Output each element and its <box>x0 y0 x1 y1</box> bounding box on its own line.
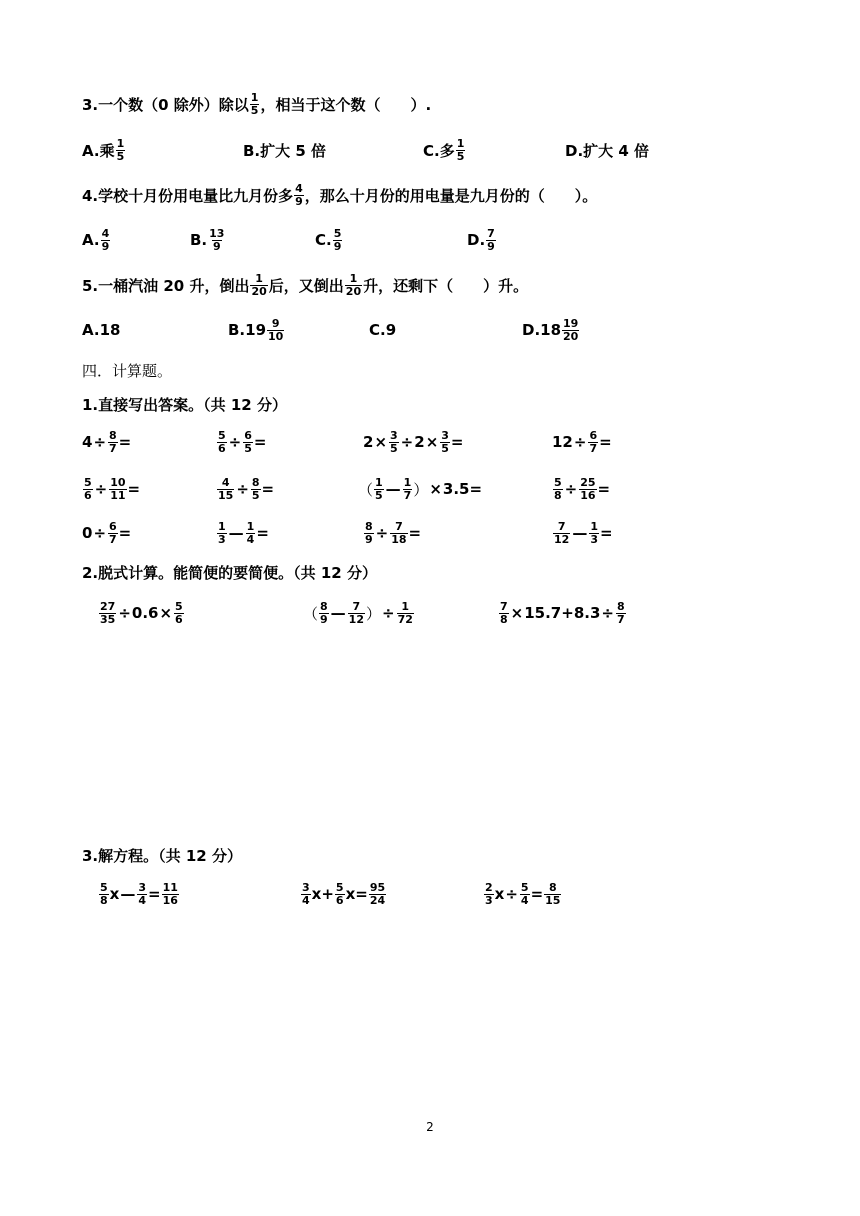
fraction <box>335 882 345 907</box>
operator: ÷ <box>573 433 587 451</box>
fraction <box>486 228 496 253</box>
fraction <box>484 882 494 907</box>
option-c <box>423 130 466 170</box>
number: 12 <box>552 433 573 451</box>
q4-pre: 4.学校十月份用电量比九月份多 <box>82 186 294 205</box>
operator: ÷ <box>375 524 389 542</box>
option-label: B.19 <box>228 321 267 339</box>
fraction <box>333 228 343 253</box>
denominator: 72 <box>397 612 413 626</box>
denominator: 35 <box>100 612 116 626</box>
calc-row <box>0 422 860 462</box>
denominator: 4 <box>246 532 255 546</box>
denominator: 8 <box>100 893 108 907</box>
operator: （ <box>303 604 319 623</box>
operator: = <box>127 480 141 498</box>
fraction <box>562 318 579 343</box>
numerator: 1 <box>250 90 259 104</box>
denominator: 7 <box>616 612 625 626</box>
option-label: C.9 <box>369 321 397 339</box>
numerator: 1 <box>590 519 598 533</box>
fraction <box>217 430 227 455</box>
numerator: 1 <box>403 475 412 489</box>
option-a <box>82 130 126 170</box>
fraction <box>116 138 126 163</box>
fraction <box>389 430 399 455</box>
fraction <box>553 521 570 546</box>
denominator: 20 <box>345 284 362 298</box>
variable: x <box>494 885 505 903</box>
fraction <box>108 521 118 546</box>
denominator: 5 <box>390 441 398 455</box>
operator: ÷ <box>228 433 242 451</box>
numerator: 27 <box>100 599 116 613</box>
denominator: 24 <box>369 893 386 907</box>
numerator: 1 <box>255 271 263 285</box>
denominator: 9 <box>295 194 303 208</box>
equation <box>300 874 387 914</box>
operator: = <box>597 480 611 498</box>
q3-post: ，相当于这个数（ ）. <box>260 95 432 114</box>
fraction <box>319 601 329 626</box>
calc-row <box>0 513 860 553</box>
option-label: A.乘 <box>82 141 115 160</box>
denominator: 20 <box>563 329 579 343</box>
denominator: 5 <box>250 103 259 117</box>
numerator: 8 <box>616 599 625 613</box>
calc-item <box>98 593 185 633</box>
denominator: 9 <box>101 239 110 253</box>
option-label: D. <box>467 231 486 249</box>
denominator: 7 <box>109 532 117 546</box>
denominator: 6 <box>335 893 344 907</box>
denominator: 4 <box>138 893 146 907</box>
equation <box>483 874 562 914</box>
calc-row <box>0 469 860 509</box>
number: 3.5 <box>442 480 470 498</box>
numerator: 25 <box>580 475 596 489</box>
option-d <box>522 310 580 350</box>
numerator: 10 <box>110 475 126 489</box>
fraction <box>520 882 530 907</box>
operator: ÷ <box>93 433 107 451</box>
numerator: 6 <box>109 519 117 533</box>
part-2-heading <box>0 552 860 592</box>
numerator: 3 <box>138 880 146 894</box>
option-label: D.扩大 4 倍 <box>565 141 650 160</box>
option-b <box>243 130 326 170</box>
denominator: 16 <box>162 893 178 907</box>
operator: + <box>321 885 334 903</box>
question-5 <box>0 265 860 305</box>
part-title: 1.直接写出答案。（共 12 分） <box>82 395 287 414</box>
number: 15.7 <box>524 604 562 622</box>
operator: ÷ <box>382 604 395 622</box>
question-3-options <box>0 130 860 170</box>
fraction <box>397 601 414 626</box>
question-3 <box>0 84 860 124</box>
question-4 <box>0 175 860 215</box>
numerator: 1 <box>349 271 358 285</box>
numerator: 7 <box>557 519 566 533</box>
fraction <box>267 318 284 343</box>
fraction <box>390 521 407 546</box>
numerator: 7 <box>352 599 361 613</box>
variable: x <box>311 885 322 903</box>
fraction <box>99 882 109 907</box>
equation-row <box>0 874 860 914</box>
calc-item <box>82 469 140 509</box>
operator: = <box>530 885 544 903</box>
operator: = <box>450 433 464 451</box>
option-label: C. <box>315 231 332 249</box>
option-b <box>228 310 285 350</box>
denominator: 15 <box>545 893 561 907</box>
denominator: 5 <box>244 441 252 455</box>
q4-post: ，那么十月份的用电量是九月份的（ ）。 <box>304 186 598 205</box>
operator: × <box>425 433 439 451</box>
numerator: 1 <box>456 136 465 150</box>
fraction <box>208 228 225 253</box>
option-label: A.18 <box>82 321 121 339</box>
numerator: 1 <box>218 519 226 533</box>
calc-item <box>82 422 131 462</box>
numerator: 3 <box>441 428 449 442</box>
fraction <box>137 882 147 907</box>
operator: × <box>374 433 388 451</box>
section-title: 四．计算题。 <box>82 361 173 380</box>
denominator: 15 <box>218 488 234 502</box>
numerator: 5 <box>554 475 562 489</box>
calc-item <box>498 593 627 633</box>
number: 0 <box>82 524 93 542</box>
calc-item <box>552 422 612 462</box>
denominator: 3 <box>590 532 598 546</box>
fraction <box>553 477 563 502</box>
numerator: 8 <box>365 519 373 533</box>
operator: — <box>330 604 346 622</box>
fraction <box>108 430 118 455</box>
option-a <box>82 220 111 260</box>
denominator: 18 <box>391 532 407 546</box>
numerator: 6 <box>589 428 598 442</box>
numerator: 5 <box>333 226 342 240</box>
option-b <box>190 220 226 260</box>
q5-pre: 5.一桶汽油 20 升，倒出 <box>82 276 250 295</box>
fraction <box>101 228 111 253</box>
numerator: 5 <box>100 880 108 894</box>
operator: — <box>572 524 588 542</box>
calc-item <box>552 513 613 553</box>
operator: ÷ <box>118 604 131 622</box>
option-label: B. <box>190 231 208 249</box>
calc-item <box>303 593 415 633</box>
fraction <box>364 521 374 546</box>
denominator: 6 <box>84 488 92 502</box>
denominator: 12 <box>554 532 570 546</box>
operator: ） <box>413 480 429 499</box>
denominator: 5 <box>441 441 449 455</box>
fraction <box>589 521 599 546</box>
variable: x <box>345 885 356 903</box>
denominator: 9 <box>333 239 342 253</box>
fraction <box>616 601 626 626</box>
calc-row <box>0 593 860 633</box>
operator: = <box>408 524 422 542</box>
denominator: 20 <box>251 284 267 298</box>
denominator: 5 <box>375 488 383 502</box>
numerator: 4 <box>101 226 110 240</box>
numerator: 8 <box>320 599 328 613</box>
option-a <box>82 310 120 350</box>
equation <box>98 874 180 914</box>
fraction <box>109 477 126 502</box>
operator: × <box>429 480 442 498</box>
numerator: 3 <box>302 880 310 894</box>
numerator: 7 <box>395 519 403 533</box>
denominator: 7 <box>109 441 117 455</box>
numerator: 1 <box>246 519 255 533</box>
denominator: 8 <box>500 612 508 626</box>
fraction <box>162 882 179 907</box>
denominator: 3 <box>218 532 226 546</box>
option-d <box>565 130 649 170</box>
fraction <box>544 882 561 907</box>
fraction <box>83 477 93 502</box>
calc-item <box>82 513 131 553</box>
operator: ÷ <box>400 433 414 451</box>
numerator: 5 <box>84 475 92 489</box>
denominator: 7 <box>589 441 598 455</box>
fraction <box>348 601 365 626</box>
denominator: 3 <box>485 893 493 907</box>
numerator: 13 <box>209 226 225 240</box>
denominator: 16 <box>580 488 596 502</box>
part-3-heading <box>0 835 860 875</box>
operator: ÷ <box>564 480 578 498</box>
operator: = <box>148 885 161 903</box>
option-c <box>315 220 343 260</box>
denominator: 4 <box>520 893 529 907</box>
number: +8.3 <box>561 604 601 622</box>
denominator: 9 <box>365 532 373 546</box>
question-5-options <box>0 310 860 350</box>
denominator: 4 <box>302 893 310 907</box>
numerator: 8 <box>109 428 117 442</box>
fraction <box>294 183 304 208</box>
fraction <box>440 430 450 455</box>
fraction <box>374 477 384 502</box>
calc-item <box>552 469 610 509</box>
numerator: 2 <box>485 880 493 894</box>
denominator: 5 <box>456 149 465 163</box>
fraction <box>243 430 253 455</box>
option-label: B.扩大 5 倍 <box>243 141 327 160</box>
numerator: 7 <box>487 226 495 240</box>
operator: — <box>385 480 401 498</box>
calc-item <box>216 422 266 462</box>
fraction <box>369 882 386 907</box>
numerator: 1 <box>116 136 125 150</box>
operator: = <box>599 433 612 451</box>
operator: （ <box>358 480 374 499</box>
fraction <box>246 521 256 546</box>
denominator: 11 <box>110 488 126 502</box>
numerator: 1 <box>375 475 383 489</box>
numerator: 8 <box>548 880 557 894</box>
fraction <box>456 138 466 163</box>
operator: ÷ <box>236 480 249 498</box>
option-c <box>369 310 396 350</box>
numerator: 11 <box>162 880 178 894</box>
question-5-text <box>82 265 528 305</box>
question-4-options <box>0 220 860 260</box>
denominator: 8 <box>554 488 562 502</box>
page-number: 2 <box>426 1120 434 1134</box>
part-1-heading <box>0 384 860 424</box>
numerator: 7 <box>500 599 508 613</box>
fraction <box>250 92 260 117</box>
number: 0.6 <box>131 604 159 622</box>
question-3-text <box>82 84 431 124</box>
fraction <box>99 601 116 626</box>
numerator: 95 <box>369 880 386 894</box>
operator: ） <box>365 604 381 623</box>
fraction <box>301 882 311 907</box>
number: 2 <box>363 433 374 451</box>
operator: = <box>118 524 132 542</box>
operator: = <box>256 524 269 542</box>
numerator: 3 <box>390 428 398 442</box>
denominator: 10 <box>268 329 284 343</box>
operator: = <box>355 885 368 903</box>
numerator: 6 <box>244 428 252 442</box>
option-d <box>467 220 497 260</box>
q3-pre: 3.一个数（0 除外）除以 <box>82 95 249 114</box>
operator: = <box>599 524 613 542</box>
denominator: 9 <box>487 239 495 253</box>
operator: = <box>253 433 267 451</box>
numerator: 8 <box>251 475 260 489</box>
fraction <box>217 521 227 546</box>
denominator: 9 <box>212 239 221 253</box>
numerator: 5 <box>520 880 529 894</box>
operator: ÷ <box>93 524 107 542</box>
fraction <box>217 477 234 502</box>
q5-post: 升，还剩下（ ）升。 <box>363 276 529 295</box>
denominator: 9 <box>320 612 328 626</box>
option-label: D.18 <box>522 321 562 339</box>
operator: ÷ <box>94 480 108 498</box>
calc-item <box>216 469 274 509</box>
fraction <box>588 430 598 455</box>
operator: ÷ <box>505 885 518 903</box>
fraction <box>251 477 261 502</box>
question-4-text <box>82 175 597 215</box>
operator: × <box>159 604 173 622</box>
operator: = <box>469 480 483 498</box>
fraction <box>403 477 413 502</box>
number: 2 <box>414 433 425 451</box>
q5-mid: 后，又倒出 <box>268 276 344 295</box>
denominator: 6 <box>218 441 226 455</box>
calc-item <box>216 513 269 553</box>
part-title: 2.脱式计算。能简便的要简便。（共 12 分） <box>82 563 377 582</box>
fraction <box>499 601 509 626</box>
number: 4 <box>82 433 93 451</box>
operator: — <box>120 885 136 903</box>
fraction <box>579 477 596 502</box>
denominator: 6 <box>175 612 183 626</box>
numerator: 4 <box>295 181 303 195</box>
operator: = <box>261 480 275 498</box>
part-title: 3.解方程。（共 12 分） <box>82 846 242 865</box>
denominator: 5 <box>116 149 125 163</box>
denominator: 5 <box>251 488 260 502</box>
numerator: 19 <box>563 316 579 330</box>
operator: × <box>510 604 524 622</box>
denominator: 7 <box>403 488 412 502</box>
numerator: 9 <box>271 316 280 330</box>
operator: = <box>118 433 132 451</box>
operator: — <box>228 524 244 542</box>
numerator: 5 <box>175 599 183 613</box>
fraction <box>174 601 184 626</box>
fraction <box>250 273 267 298</box>
option-label: C.多 <box>423 141 455 160</box>
calc-item <box>358 469 482 509</box>
variable: x <box>109 885 120 903</box>
numerator: 1 <box>401 599 410 613</box>
denominator: 12 <box>348 612 364 626</box>
calc-item <box>363 513 421 553</box>
fraction <box>345 273 362 298</box>
calc-item <box>363 422 464 462</box>
numerator: 5 <box>218 428 226 442</box>
numerator: 5 <box>335 880 344 894</box>
operator: ÷ <box>601 604 614 622</box>
numerator: 4 <box>221 475 230 489</box>
option-label: A. <box>82 231 100 249</box>
